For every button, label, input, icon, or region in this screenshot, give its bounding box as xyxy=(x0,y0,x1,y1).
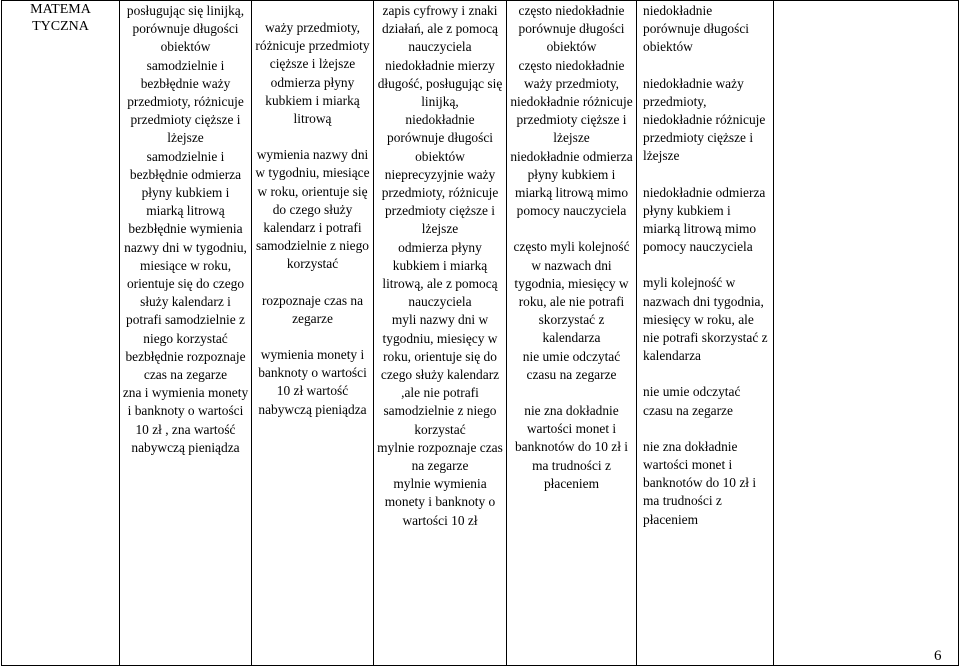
criterion-text: często niedokładnie porównuje długości obiektów xyxy=(518,3,625,55)
criterion-text: posługując się linijką, porównuje długości obiektów xyxy=(126,3,245,55)
criterion-text: nie zna dokładnie wartości monet i banknotów do 10 zł i ma trudności z płaceniem xyxy=(514,403,629,491)
criterion-text: bezbłędnie wymienia nazwy dni w tygodniu, miesiące w roku, orientuje się do czego służy kalendarz i potrafi samodzielnie z niego korzystać xyxy=(124,221,247,346)
criterion-text: myli kolejność w nazwach dni tygodnia, miesięcy w roku, ale nie potrafi skorzystać z kalendarza xyxy=(643,275,768,364)
criterion-text: nie umie odczytać czasu na zegarze xyxy=(522,348,621,382)
subject-cell xyxy=(2,1,120,666)
criterion-text: rozpoznaje czas na zegarze xyxy=(261,292,364,326)
criterion-text: często myli kolejność w nazwach dni tygodnia, miesięcy w roku, ale nie potrafi skorzystać z kalendarza xyxy=(513,239,630,346)
criterion-text: zna i wymienia monety i banknoty o wartości 10 zł , zna wartość nabywczą pieniądza xyxy=(122,385,249,455)
criterion-text: zapis cyfrowy i znaki działań, ale z pomocą nauczyciela xyxy=(382,3,498,55)
criterion-text: niedokładnie porównuje długości obiektów xyxy=(387,112,493,164)
criterion-text: nie umie odczytać czasu na zegarze xyxy=(643,384,741,418)
criterion-text: niedokładnie porównuje długości obiektów xyxy=(643,3,749,55)
criterion-text: wymienia nazwy dni w tygodniu, miesiące w roku, orientuje się do czego służy kalendarz i potrafi samodzielnie z niego korzystać xyxy=(255,147,370,272)
criterion-text: mylnie rozpoznaje czas na zegarze xyxy=(377,439,503,474)
criterion-text: niedokładnie waży przedmioty, niedokładnie różnicuje przedmioty cięższe i lżejsze xyxy=(643,75,766,164)
table-row xyxy=(2,1,959,666)
column-2 xyxy=(252,1,374,666)
criterion-text: często niedokładnie waży przedmioty, niedokładnie różnicuje przedmioty cięższe i lżejsze xyxy=(510,57,633,146)
assessment-table xyxy=(1,0,959,666)
criterion-text: bezbłędnie rozpoznaje czas na zegarze xyxy=(125,348,246,383)
criterion-text: samodzielnie i bezbłędnie odmierza płyny kubkiem i miarką litrową xyxy=(129,148,242,219)
subject-label: MATEMA TYCZNA xyxy=(30,2,91,34)
criterion-text: wymienia monety i banknoty o wartości 10 zł wartość nabywczą pieniądza xyxy=(258,347,367,417)
column-1 xyxy=(120,1,252,666)
column-4 xyxy=(507,1,637,666)
criterion-text: nie zna dokładnie wartości monet i banknotów do 10 zł i ma trudności z płaceniem xyxy=(643,438,757,527)
criterion-text: niedokładnie odmierza płyny kubkiem i miarką litrową mimo pomocy nauczyciela xyxy=(510,148,633,219)
criterion-text: niedokładnie mierzy długość, posługując się linijką, xyxy=(377,57,503,110)
criterion-text: niedokładnie odmierza płyny kubkiem i miarką litrową mimo pomocy nauczyciela xyxy=(643,184,766,255)
criterion-text: myli nazwy dni w tygodniu, miesięcy w roku, orientuje się do czego służy kalendarz ,ale nie potrafi samodzielnie z niego korzystać xyxy=(380,312,500,437)
column-5 xyxy=(637,1,774,666)
criterion-text: waży przedmioty, różnicuje przedmioty cięższe i lżejsze odmierza płyny kubkiem i miarką litrową xyxy=(255,20,370,127)
column-3 xyxy=(374,1,507,666)
criterion-text: odmierza płyny kubkiem i miarką litrową, ale z pomocą nauczyciela xyxy=(382,239,498,310)
criterion-text: samodzielnie i bezbłędnie waży przedmioty, różnicuje przedmioty cięższe i lżejsze xyxy=(127,57,244,146)
criterion-text: mylnie wymienia monety i banknoty o wartości 10 zł xyxy=(384,476,496,528)
criterion-text: nieprecyzyjnie waży przedmioty, różnicuje przedmioty cięższe i lżejsze xyxy=(381,166,499,237)
page-number: 6 xyxy=(934,648,942,664)
empty-column xyxy=(774,1,959,666)
